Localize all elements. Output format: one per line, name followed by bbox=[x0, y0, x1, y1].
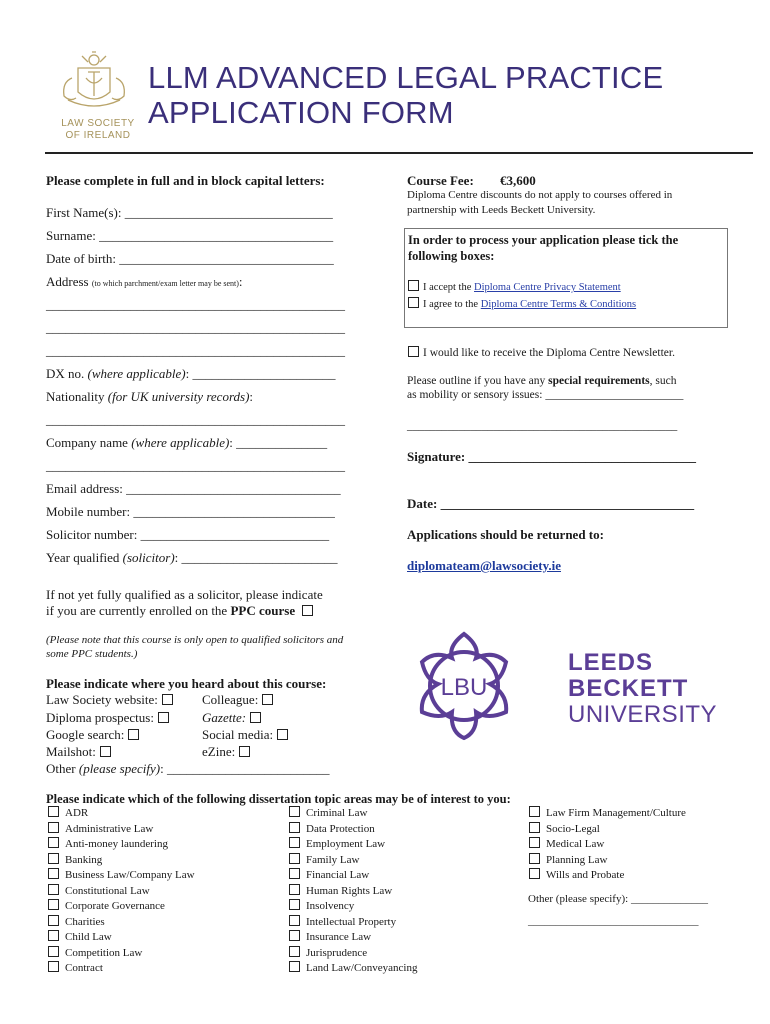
ppc-note-line1: (Please note that this course is only open to qualified solicitors and bbox=[46, 634, 344, 646]
topic-checkbox[interactable] bbox=[529, 806, 540, 817]
heard-other-note: (please specify) bbox=[78, 761, 161, 776]
topic-label: Contract bbox=[65, 962, 103, 974]
mobile-field[interactable]: Mobile number: _______________________________ bbox=[46, 504, 335, 519]
topic-item[interactable] bbox=[289, 837, 418, 853]
address-note: (to which parchment/exam letter may be sent) bbox=[91, 279, 239, 288]
heard-google-label: Google search: bbox=[46, 727, 125, 742]
date-field[interactable]: Date: _______________________________________ bbox=[407, 496, 695, 511]
topic-item[interactable] bbox=[48, 899, 195, 915]
nationality-note: (for UK university records) bbox=[107, 389, 250, 404]
page-title bbox=[148, 60, 663, 130]
year-note: (solicitor) bbox=[122, 550, 175, 565]
topic-label: Financial Law bbox=[306, 869, 370, 881]
topic-checkbox[interactable] bbox=[289, 822, 300, 833]
topic-item[interactable] bbox=[529, 868, 686, 884]
topic-checkbox[interactable] bbox=[48, 868, 59, 879]
heard-ezine-option[interactable] bbox=[202, 744, 250, 760]
course-fee-label: Course Fee: bbox=[407, 173, 474, 188]
topic-label: Business Law/Company Law bbox=[65, 869, 195, 881]
topic-checkbox[interactable] bbox=[529, 868, 540, 879]
topic-checkbox[interactable] bbox=[48, 915, 59, 926]
fee-note-line2: partnership with Leeds Beckett University. bbox=[407, 204, 596, 216]
topic-item[interactable] bbox=[48, 961, 195, 977]
topic-checkbox[interactable] bbox=[48, 822, 59, 833]
topic-item[interactable] bbox=[529, 822, 686, 838]
surname-field[interactable]: Surname: ____________________________________ bbox=[46, 228, 334, 243]
heard-google-option[interactable] bbox=[46, 727, 139, 743]
heard-other-label: Other bbox=[46, 761, 76, 776]
ppc-line2: if you are currently enrolled on the bbox=[46, 603, 228, 618]
topic-checkbox[interactable] bbox=[289, 930, 300, 941]
special-req-b: special requirements bbox=[548, 375, 650, 387]
heard-mailshot-checkbox[interactable] bbox=[100, 746, 111, 757]
course-fee-value: €3,600 bbox=[500, 173, 536, 188]
heard-prospectus-checkbox[interactable] bbox=[158, 712, 169, 723]
topic-label: Data Protection bbox=[306, 822, 375, 835]
topic-label: ADR bbox=[65, 807, 89, 819]
topic-label: Jurisprudence bbox=[306, 946, 368, 959]
ppc-course-label: PPC course bbox=[230, 603, 296, 618]
newsletter-checkbox[interactable] bbox=[408, 346, 419, 357]
ppc-checkbox[interactable] bbox=[302, 605, 313, 616]
topic-label: Criminal Law bbox=[306, 807, 368, 819]
lbu-word3: UNIVERSITY bbox=[568, 701, 718, 728]
heard-mailshot-option[interactable] bbox=[46, 744, 111, 760]
topics-other-row[interactable] bbox=[528, 893, 708, 905]
topic-item[interactable] bbox=[48, 853, 195, 869]
accept-privacy-checkbox[interactable] bbox=[408, 280, 419, 291]
dx-label: DX no. bbox=[46, 366, 85, 381]
lbu-mono: LBU bbox=[440, 674, 488, 701]
nationality-line[interactable]: ______________________________________________ bbox=[46, 412, 345, 427]
topic-label: Banking bbox=[65, 853, 103, 866]
topics-column-1 bbox=[48, 806, 195, 977]
topic-checkbox[interactable] bbox=[48, 837, 59, 848]
special-req-a: Please outline if you have any bbox=[407, 375, 546, 387]
topic-item[interactable] bbox=[48, 868, 195, 884]
address-label: Address bbox=[46, 274, 89, 289]
fee-note-line1: Diploma Centre discounts do not apply to courses offered in bbox=[407, 189, 673, 201]
topic-item[interactable] bbox=[289, 930, 418, 946]
topic-item[interactable] bbox=[289, 946, 418, 962]
accept-prefix: I accept the bbox=[423, 282, 472, 293]
special-req-line1 bbox=[407, 373, 676, 389]
nationality-colon: : bbox=[249, 389, 254, 404]
topic-checkbox[interactable] bbox=[289, 961, 300, 972]
dx-note: (where applicable) bbox=[87, 366, 186, 381]
ppc-note-line2: some PPC students.) bbox=[46, 648, 138, 660]
topic-checkbox[interactable] bbox=[289, 899, 300, 910]
lbu-word2: BECKETT bbox=[568, 675, 689, 702]
dob-field[interactable]: Date of birth: _________________________________ bbox=[46, 251, 334, 266]
topic-item[interactable] bbox=[289, 806, 418, 822]
topic-item[interactable] bbox=[48, 946, 195, 962]
dx-line: : ______________________ bbox=[185, 366, 336, 381]
topic-item[interactable] bbox=[48, 930, 195, 946]
topic-label: Insurance Law bbox=[306, 931, 372, 943]
terms-conditions-link[interactable]: Diploma Centre Terms & Conditions bbox=[480, 299, 637, 310]
topic-label: Wills and Probate bbox=[546, 869, 625, 881]
company-label: Company name bbox=[46, 435, 128, 450]
heard-colleague-label: Colleague: bbox=[202, 692, 259, 707]
special-req-line2[interactable]: as mobility or sensory issues: ________________________ bbox=[407, 389, 684, 401]
topic-checkbox[interactable] bbox=[289, 837, 300, 848]
heard-gazette-option[interactable] bbox=[202, 710, 261, 726]
topic-checkbox[interactable] bbox=[289, 853, 300, 864]
heard-google-checkbox[interactable] bbox=[128, 729, 139, 740]
topic-item[interactable] bbox=[289, 868, 418, 884]
heard-gazette-label: Gazette: bbox=[202, 710, 247, 725]
heard-colleague-option[interactable] bbox=[202, 692, 273, 708]
heard-website-checkbox[interactable] bbox=[162, 694, 173, 705]
topics-other-line2[interactable]: _______________________________ bbox=[528, 915, 699, 927]
topic-label: Employment Law bbox=[306, 838, 386, 850]
year-label: Year qualified bbox=[46, 550, 120, 565]
return-label: Applications should be returned to: bbox=[407, 527, 604, 542]
topics-other-line: ______________ bbox=[630, 893, 708, 905]
topic-item[interactable] bbox=[529, 853, 686, 869]
lbu-word1: LEEDS bbox=[568, 649, 654, 676]
newsletter-label: I would like to receive the Diploma Centre Newsletter. bbox=[423, 347, 675, 359]
topic-item[interactable] bbox=[48, 822, 195, 838]
leeds-beckett-logo bbox=[406, 628, 722, 744]
agree-terms-row bbox=[408, 297, 636, 310]
heard-other-field[interactable] bbox=[46, 761, 329, 777]
nationality-label: Nationality bbox=[46, 389, 105, 404]
topic-label: Land Law/Conveyancing bbox=[306, 962, 418, 974]
topic-item[interactable] bbox=[289, 822, 418, 838]
address-colon: : bbox=[238, 274, 243, 289]
topics-column-3 bbox=[529, 806, 686, 884]
signature-field[interactable]: Signature: ___________________________________ bbox=[407, 449, 697, 464]
topic-label: Medical Law bbox=[546, 838, 605, 850]
return-email-link[interactable] bbox=[407, 558, 561, 574]
heard-website-label: Law Society website: bbox=[46, 692, 158, 707]
company-line: : ______________ bbox=[229, 435, 328, 450]
heard-social-option[interactable] bbox=[202, 727, 288, 743]
law-society-logo bbox=[48, 48, 140, 144]
consent-heading-line1: In order to process your application please tick the bbox=[408, 233, 679, 247]
topic-item[interactable] bbox=[48, 837, 195, 853]
address-line-2[interactable]: ______________________________________________ bbox=[46, 320, 345, 335]
topic-label: Human Rights Law bbox=[306, 884, 393, 897]
topic-item[interactable] bbox=[48, 884, 195, 900]
topic-item[interactable] bbox=[529, 837, 686, 853]
ppc-line2-row bbox=[46, 603, 313, 619]
heard-heading: Please indicate where you heard about this course: bbox=[46, 676, 327, 691]
heard-prospectus-option[interactable] bbox=[46, 710, 169, 726]
topic-checkbox[interactable] bbox=[289, 915, 300, 926]
year-line: : ________________________ bbox=[174, 550, 338, 565]
topic-label: Child Law bbox=[65, 931, 112, 943]
header-divider bbox=[45, 152, 753, 154]
topic-label: Law Firm Management/Culture bbox=[546, 807, 686, 819]
first-names-field[interactable]: First Name(s): ________________________________ bbox=[46, 205, 333, 220]
topic-checkbox[interactable] bbox=[48, 930, 59, 941]
topic-label: Corporate Governance bbox=[65, 900, 165, 912]
topic-item[interactable] bbox=[289, 853, 418, 869]
address-line-3[interactable]: ______________________________________________ bbox=[46, 343, 345, 358]
email-field[interactable]: Email address: _________________________________ bbox=[46, 481, 341, 496]
topic-label: Planning Law bbox=[546, 853, 608, 866]
heard-gazette-checkbox[interactable] bbox=[250, 712, 261, 723]
company-note: (where applicable) bbox=[131, 435, 230, 450]
special-req-line3[interactable]: _______________________________________________ bbox=[407, 420, 678, 432]
address-label-row bbox=[46, 274, 243, 292]
topic-item[interactable] bbox=[289, 915, 418, 931]
topic-item[interactable] bbox=[48, 915, 195, 931]
year-qualified-field[interactable] bbox=[46, 550, 338, 566]
topic-label: Intellectual Property bbox=[306, 915, 397, 928]
agree-prefix: I agree to the bbox=[423, 299, 479, 310]
nationality-label-row bbox=[46, 389, 253, 405]
special-req-c: , such bbox=[649, 375, 677, 387]
accept-privacy-row bbox=[408, 280, 621, 293]
topic-label: Insolvency bbox=[306, 900, 355, 912]
topics-heading: Please indicate which of the following dissertation topic areas may be of interest to you: bbox=[46, 792, 511, 806]
newsletter-row bbox=[408, 346, 675, 359]
topic-checkbox[interactable] bbox=[48, 806, 59, 817]
consent-heading-line2: following boxes: bbox=[408, 249, 495, 263]
topic-label: Charities bbox=[65, 915, 105, 928]
topic-label: Constitutional Law bbox=[65, 884, 150, 897]
topic-checkbox[interactable] bbox=[529, 822, 540, 833]
logo-text-line2: OF IRELAND bbox=[65, 130, 131, 141]
form-instruction: Please complete in full and in block capital letters: bbox=[46, 173, 325, 188]
solicitor-number-field[interactable]: Solicitor number: _____________________________ bbox=[46, 527, 330, 542]
topic-label: Competition Law bbox=[65, 946, 143, 959]
topic-label: Family Law bbox=[306, 853, 360, 866]
topic-checkbox[interactable] bbox=[289, 946, 300, 957]
topic-item[interactable] bbox=[529, 806, 686, 822]
topic-checkbox[interactable] bbox=[529, 837, 540, 848]
heard-colleague-checkbox[interactable] bbox=[262, 694, 273, 705]
ppc-line1: If not yet fully qualified as a solicitor, please indicate bbox=[46, 587, 323, 602]
logo-text-line1: LAW SOCIETY bbox=[61, 118, 135, 129]
topic-checkbox[interactable] bbox=[48, 946, 59, 957]
topics-column-2 bbox=[289, 806, 418, 977]
heard-other-line: : _________________________ bbox=[160, 761, 330, 776]
topic-item[interactable] bbox=[289, 884, 418, 900]
company-field[interactable] bbox=[46, 435, 327, 451]
topic-item[interactable] bbox=[289, 899, 418, 915]
privacy-statement-link[interactable]: Diploma Centre Privacy Statement bbox=[474, 282, 621, 293]
heard-ezine-label: eZine: bbox=[202, 744, 236, 759]
topic-checkbox[interactable] bbox=[289, 868, 300, 879]
topic-checkbox[interactable] bbox=[289, 884, 300, 895]
dx-field[interactable] bbox=[46, 366, 335, 382]
heard-prospectus-label: Diploma prospectus: bbox=[46, 710, 154, 725]
topic-checkbox[interactable] bbox=[289, 806, 300, 817]
title-line1: LLM ADVANCED LEGAL PRACTICE bbox=[148, 60, 664, 95]
topic-checkbox[interactable] bbox=[48, 899, 59, 910]
topic-checkbox[interactable] bbox=[529, 853, 540, 864]
topics-other-label: Other (please specify): bbox=[528, 893, 629, 905]
heard-website-option[interactable] bbox=[46, 692, 173, 708]
heard-social-label: Social media: bbox=[202, 727, 274, 742]
topic-item[interactable] bbox=[48, 806, 195, 822]
topic-checkbox[interactable] bbox=[48, 961, 59, 972]
topic-item[interactable] bbox=[289, 961, 418, 977]
heard-mailshot-label: Mailshot: bbox=[46, 744, 96, 759]
return-email[interactable]: diplomateam@lawsociety.ie bbox=[407, 558, 561, 573]
topic-label: Socio-Legal bbox=[546, 822, 600, 835]
leeds-beckett-rose-icon bbox=[406, 628, 522, 744]
topic-checkbox[interactable] bbox=[48, 884, 59, 895]
topic-label: Anti-money laundering bbox=[65, 838, 168, 850]
address-line-1[interactable]: ______________________________________________ bbox=[46, 297, 345, 312]
heard-social-checkbox[interactable] bbox=[277, 729, 288, 740]
heard-ezine-checkbox[interactable] bbox=[239, 746, 250, 757]
company-line-2[interactable]: ______________________________________________ bbox=[46, 458, 345, 473]
topic-checkbox[interactable] bbox=[48, 853, 59, 864]
agree-terms-checkbox[interactable] bbox=[408, 297, 419, 308]
title-line2: APPLICATION FORM bbox=[148, 95, 454, 130]
topic-label: Administrative Law bbox=[65, 822, 154, 835]
